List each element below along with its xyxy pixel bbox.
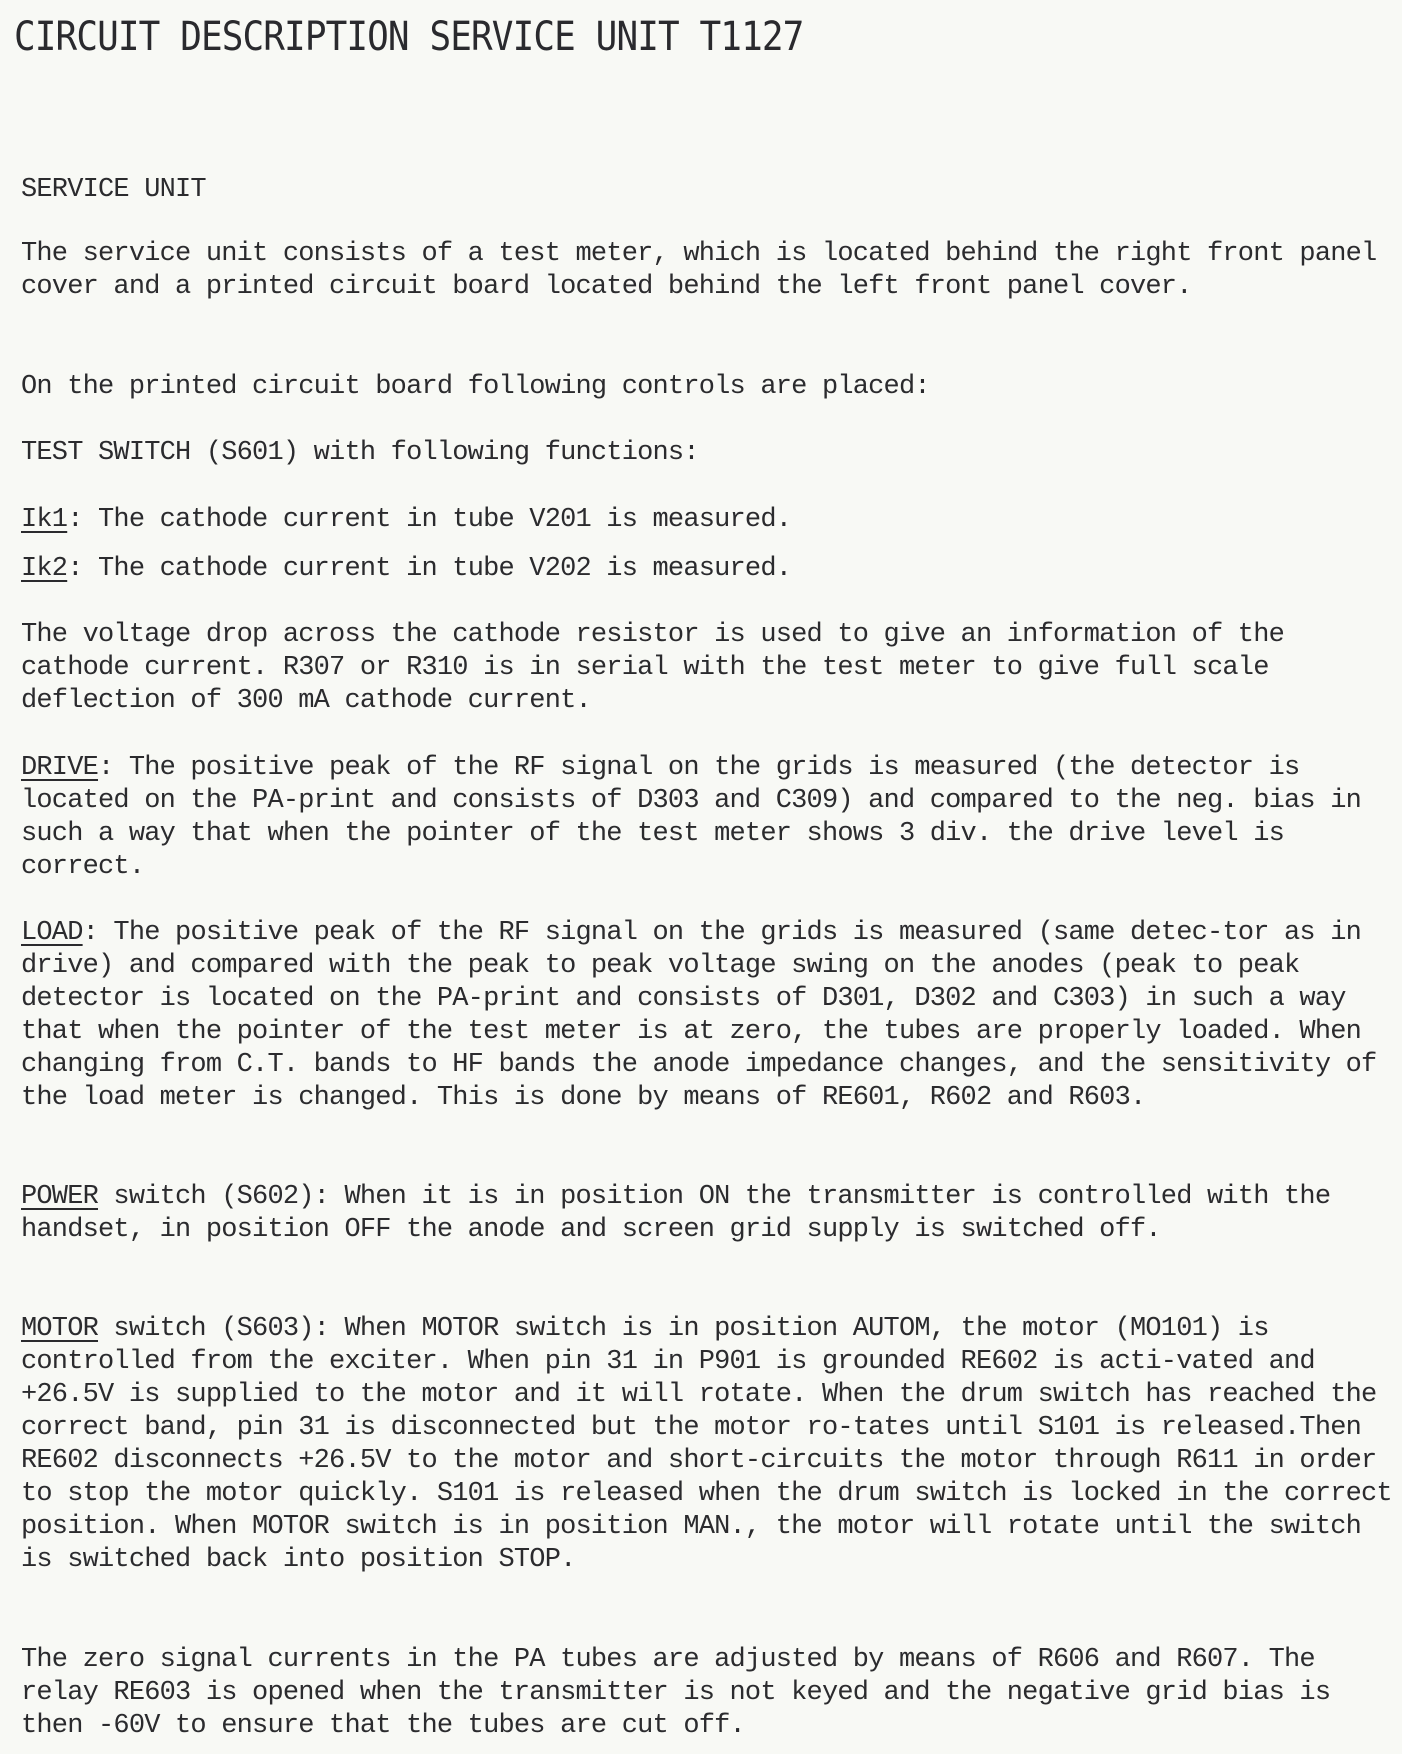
- drive-text: : The positive peak of the RF signal on the grids is measured (the detector is located on the PA-print and consists of D303 and C309) and compared to the neg. bias in such a way that when the pointer of the test meter shows 3 div. the drive level is correct.: [21, 753, 1362, 882]
- drive-label: DRIVE: [21, 753, 99, 783]
- section-heading: SERVICE UNIT: [21, 175, 206, 205]
- power-paragraph: [21, 1181, 1396, 1247]
- intro-paragraph: The service unit consists of a test meter, which is located behind the right front panel cover and a printed circuit board located behind the left front panel cover.: [21, 239, 1377, 302]
- load-text: : The positive peak of the RF signal on the grids is measured (same detec-tor as in drive) and compared with the peak to peak voltage swing on the anodes (peak to peak detector is located on the PA-print and consists of D301, D302 and C303) in such a way that when the pointer of the test meter is at zero, the tubes are properly loaded. When changing from C.T. bands to HF bands the anode impedance changes, and the sensitivity of the load meter is changed. This is done by means of RE601, R602 and R603.: [21, 918, 1377, 1113]
- ik2-text: : The cathode current in tube V202 is measured.: [67, 554, 792, 584]
- load-label: LOAD: [21, 918, 83, 948]
- ik2-label: Ik2: [21, 554, 68, 584]
- ik1-label: Ik1: [21, 505, 68, 535]
- document-title: CIRCUIT DESCRIPTION SERVICE UNIT T1127: [14, 14, 804, 60]
- motor-text: switch (S603): When MOTOR switch is in position AUTOM, the motor (MO101) is controlled from the exciter. When pin 31 in P901 is grounded RE602 is acti-vated and +26.5V is supplied to the motor and it will rotate. When the drum switch has reached the correct band, pin 31 is disconnected but the motor ro-tates until S101 is released.Then RE602 disconnects +26.5V to the motor and short-circuits the motor through R611 in order to stop the motor quickly. S101 is released when the drum switch is locked in the correct position. When MOTOR switch is in position MAN., the motor will rotate until the switch is switched back into position STOP.: [21, 1314, 1392, 1575]
- motor-label: MOTOR: [21, 1314, 99, 1344]
- power-label: POWER: [21, 1182, 99, 1212]
- ik1-paragraph: [21, 504, 1396, 537]
- load-paragraph: [21, 917, 1396, 1115]
- controls-intro-paragraph: On the printed circuit board following controls are placed:: [21, 372, 930, 402]
- voltage-drop-paragraph: The voltage drop across the cathode resistor is used to give an information of the cathode current. R307 or R310 is in serial with the test meter to give full scale deflection of 300 mA cathode current.: [21, 620, 1285, 716]
- motor-paragraph: [21, 1313, 1396, 1577]
- test-switch-paragraph: TEST SWITCH (S601) with following functions:: [21, 438, 699, 468]
- power-text: switch (S602): When it is in position ON the transmitter is controlled with the handset, in position OFF the anode and screen grid supply is switched off.: [21, 1182, 1331, 1245]
- drive-paragraph: [21, 752, 1396, 884]
- zero-signal-paragraph: The zero signal currents in the PA tubes are adjusted by means of R606 and R607. The relay RE603 is opened when the transmitter is not keyed and the negative grid bias is then -60V to ensure that the tubes are cut off.: [21, 1645, 1331, 1741]
- ik2-paragraph: [21, 553, 1396, 586]
- ik1-text: : The cathode current in tube V201 is measured.: [67, 505, 792, 535]
